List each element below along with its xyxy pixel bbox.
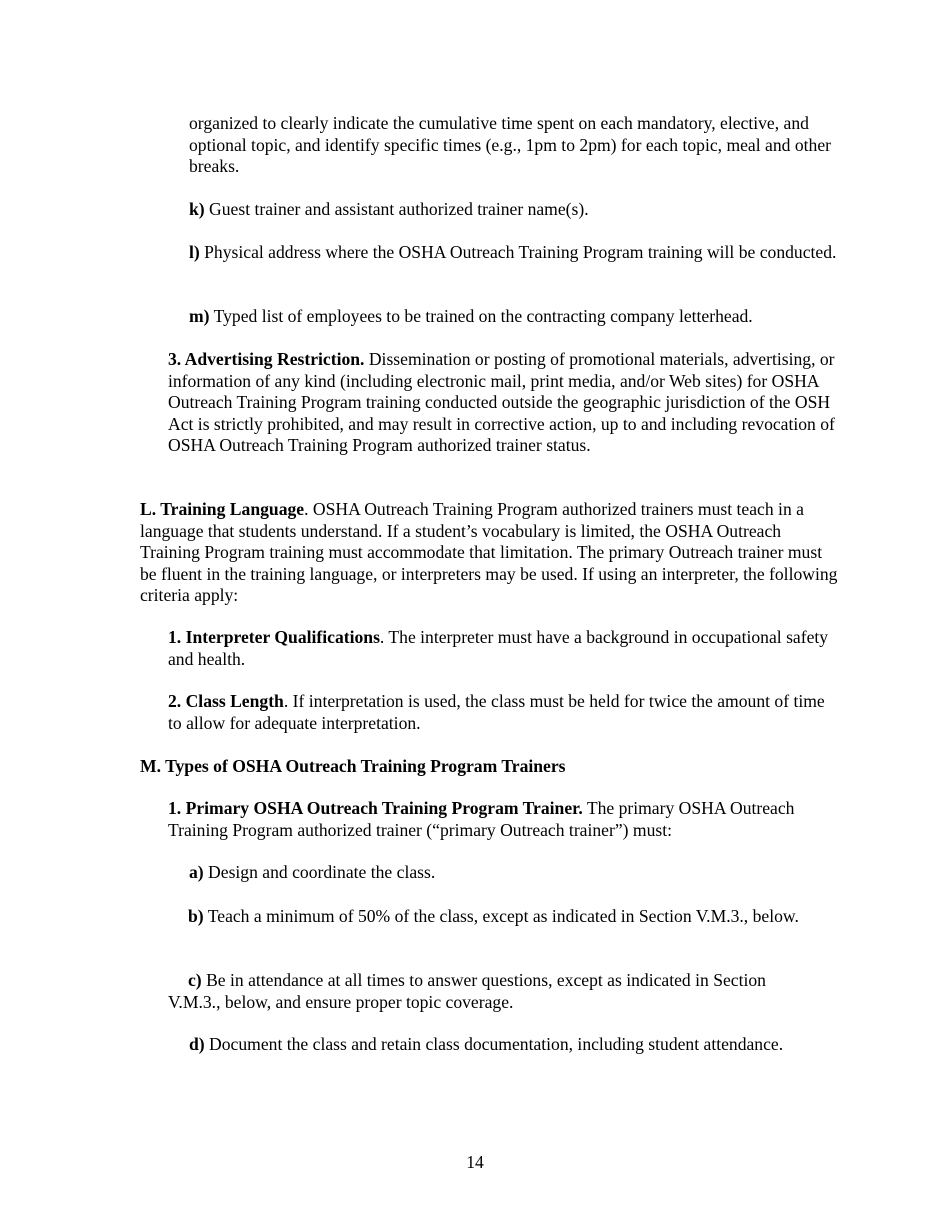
primary-trainer-label: 1. Primary OSHA Outreach Training Program Trainer. xyxy=(168,798,583,818)
advertising-restriction-label: 3. Advertising Restriction. xyxy=(168,349,365,369)
item-l-text: Physical address where the OSHA Outreach Training Program training will be conducted. xyxy=(199,242,837,262)
item-l xyxy=(189,242,849,264)
section-m-heading: M. Types of OSHA Outreach Training Program Trainers xyxy=(140,756,566,776)
item-k-label: k) xyxy=(189,199,205,219)
section-l-heading: L. Training Language xyxy=(140,499,305,519)
item-j-continuation xyxy=(189,113,849,178)
item-d xyxy=(189,1034,849,1056)
item-m-text: Typed list of employees to be trained on the contracting company letterhead. xyxy=(209,306,753,326)
item-a-label: a) xyxy=(189,862,204,882)
item-b-text: Teach a minimum of 50% of the class, except as indicated in Section V.M.3., below. xyxy=(203,906,799,926)
interpreter-qualifications-label: 1. Interpreter Qualifications xyxy=(168,627,380,647)
advertising-restriction xyxy=(168,349,840,457)
item-c xyxy=(168,970,818,1013)
item-c-text: Be in attendance at all times to answer questions, except as indicated in Section V.M.3., below, and ensure proper topic coverage. xyxy=(168,970,766,1012)
advertising-restriction-text: Dissemination or posting of promotional materials, advertising, or information of any kind (including electronic mail, print media, and/or Web sites) for OSHA Outreach Training Program training conducted outside the geographic jurisdiction of the OSH Act is strictly prohibited, and may result in corrective action, up to and including revocation of OSHA Outreach Training Program authorized trainer status. xyxy=(168,349,835,455)
class-length xyxy=(168,691,840,734)
item-a-text: Design and coordinate the class. xyxy=(203,862,436,882)
section-l-text: . OSHA Outreach Training Program authorized trainers must teach in a language that students understand. If a student’s vocabulary is limited, the OSHA Outreach Training Program training must accommodate that limitation. The primary Outreach trainer must be fluent in the training language, or interpreters may be used. If using an interpreter, the following criteria apply: xyxy=(140,499,838,605)
class-length-text: . If interpretation is used, the class must be held for twice the amount of time to allow for adequate interpretation. xyxy=(168,691,825,733)
item-c-label: c) xyxy=(188,970,202,990)
item-k xyxy=(189,199,849,221)
page-number: 14 xyxy=(466,1152,484,1172)
primary-trainer-text: The primary OSHA Outreach Training Program authorized trainer (“primary Outreach trainer”) must: xyxy=(168,798,795,840)
item-b-label: b) xyxy=(188,906,204,926)
item-m xyxy=(189,306,849,328)
item-m-label: m) xyxy=(189,306,210,326)
interpreter-qualifications-text: . The interpreter must have a background in occupational safety and health. xyxy=(168,627,829,669)
section-l-training-language xyxy=(140,499,840,607)
primary-trainer xyxy=(168,798,808,841)
item-k-text: Guest trainer and assistant authorized trainer name(s). xyxy=(204,199,589,219)
interpreter-qualifications xyxy=(168,627,840,670)
item-d-label: d) xyxy=(189,1034,205,1054)
item-b xyxy=(168,906,818,928)
item-j-text: organized to clearly indicate the cumulative time spent on each mandatory, elective, and optional topic, and identify specific times (e.g., 1pm to 2pm) for each topic, meal and other breaks. xyxy=(189,113,831,176)
class-length-label: 2. Class Length xyxy=(168,691,284,711)
item-a xyxy=(189,862,839,884)
item-d-text: Document the class and retain class documentation, including student attendance. xyxy=(204,1034,784,1054)
item-l-label: l) xyxy=(189,242,200,262)
